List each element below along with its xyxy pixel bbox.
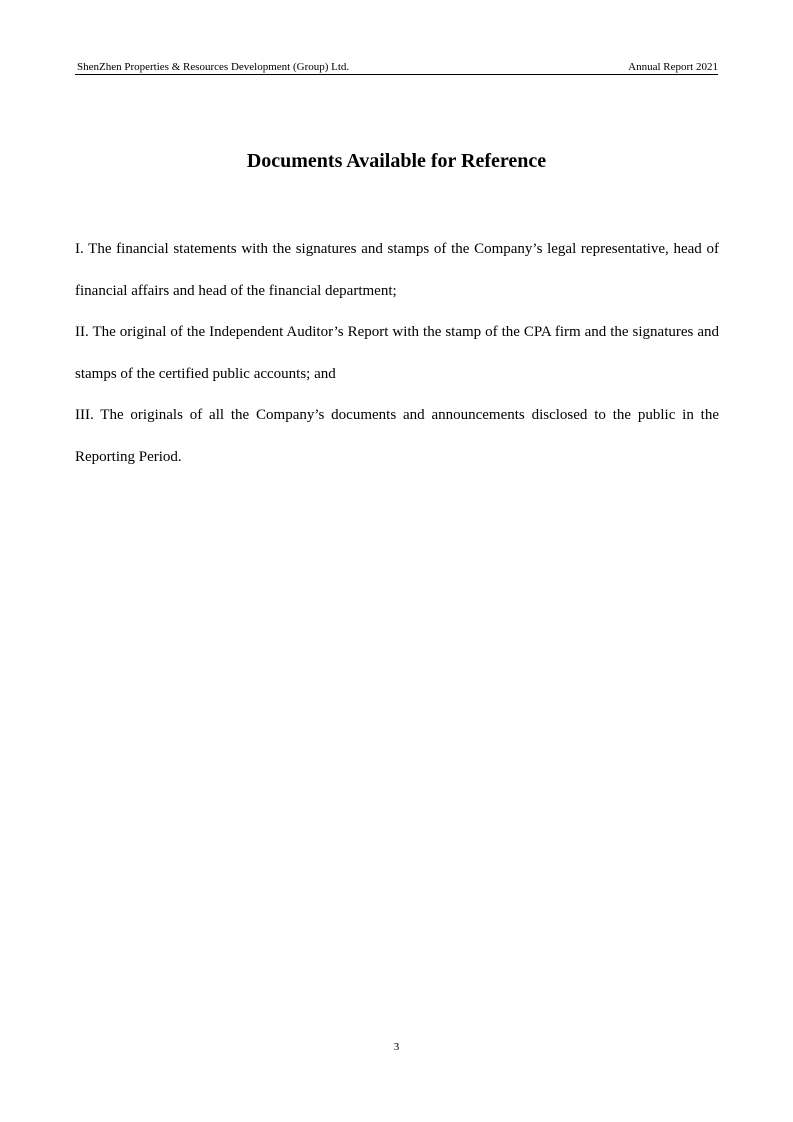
page-title: Documents Available for Reference bbox=[246, 150, 547, 172]
paragraph-item-3: III. The originals of all the Company’s documents and announcements disclosed to the public in the Reporting Period. bbox=[75, 407, 719, 465]
page-header bbox=[75, 60, 718, 75]
paragraph-item-2: II. The original of the Independent Auditor’s Report with the stamp of the CPA firm and the signatures and stamps of the certified public accounts; and bbox=[75, 324, 719, 382]
document-body bbox=[75, 229, 719, 478]
header-report-title: Annual Report 2021 bbox=[628, 61, 718, 73]
header-company-name: ShenZhen Properties & Resources Development (Group) Ltd. bbox=[77, 61, 350, 73]
paragraph-item-1: I. The financial statements with the signatures and stamps of the Company’s legal representative, head of financial affairs and head of the financial department; bbox=[75, 241, 719, 299]
page-number: 3 bbox=[393, 1041, 400, 1053]
